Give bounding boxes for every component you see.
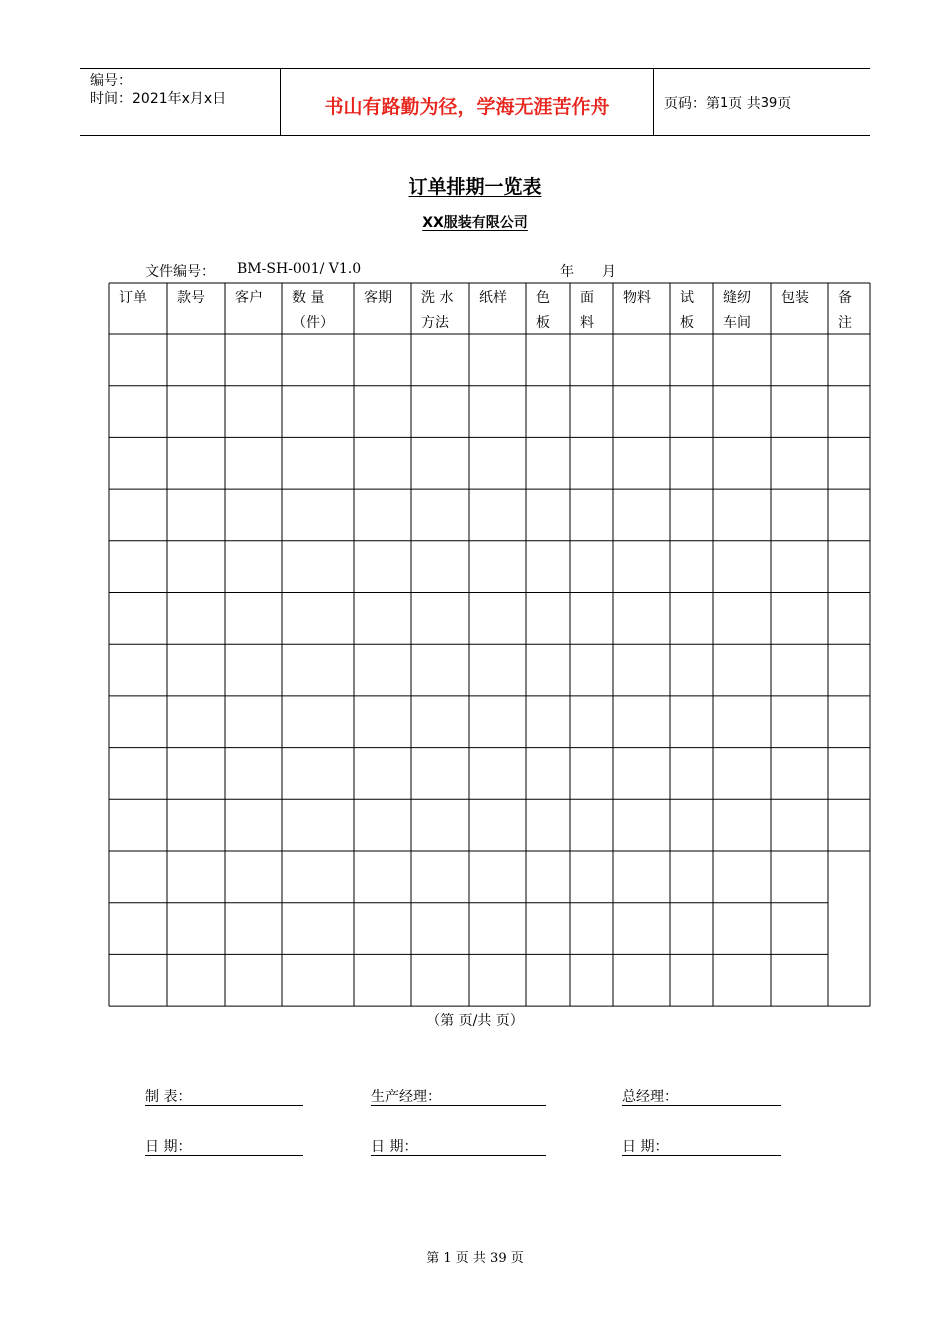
page-prefix: 页码：第 [664,96,720,112]
column-header-4: 数 量 [292,290,325,306]
file-number: BM-SH-001/ V1.0 [237,261,362,277]
month-label: 月 [602,264,616,280]
page-suffix: 页 [777,96,792,112]
column-header-11-line2: 板 [680,315,694,331]
column-header-9-line2: 料 [580,315,594,331]
column-header-12: 缝纫 [723,290,751,306]
sig-maker[interactable] [145,1086,303,1106]
column-header-11: 试 [680,290,694,306]
column-header-6: 洗 水 [421,290,454,306]
year-label: 年 [560,264,574,280]
sig-date-1-label: 日 期： [145,1139,192,1155]
column-header-1: 订单 [119,290,147,306]
column-header-14-line2: 注 [838,315,852,331]
sig-date-1[interactable] [145,1136,303,1156]
time-label: 时间：2021年x月x日 [90,91,227,107]
document-title-text: 订单排期一览表 [408,176,542,198]
page-mid: 页 共 [728,96,761,112]
sig-general-manager[interactable] [622,1086,781,1106]
column-header-2: 款号 [177,290,205,306]
page-total: 39 [760,95,778,111]
file-number-label: 文件编号： [145,264,215,280]
sig-production-manager[interactable] [371,1086,546,1106]
column-header-3: 客户 [235,290,263,306]
motto: 书山有路勤为径，学海无涯苦作舟 [281,69,654,135]
column-header-10: 物料 [623,290,651,306]
sig-date-2[interactable] [371,1136,546,1156]
column-header-8-line2: 板 [536,315,550,331]
sig-date-2-label: 日 期： [371,1139,418,1155]
page-footer: 第 1 页 共 39 页 [426,1251,524,1266]
column-header-5: 客期 [364,290,392,306]
column-header-6-line2: 方法 [421,315,449,331]
sig-date-3[interactable] [622,1136,781,1156]
sig-general-manager-label: 总经理： [622,1089,678,1105]
number-label: 编号： [90,73,132,89]
company-name-text: XX服装有限公司 [422,215,528,231]
column-header-7: 纸样 [479,290,507,306]
page-number: 1 [720,95,729,111]
column-header-8: 色 [536,290,550,306]
column-header-13: 包装 [781,290,809,306]
column-header-14: 备 [838,290,852,306]
column-header-4-line2: （件） [292,315,334,331]
column-header-12-line2: 车间 [723,315,751,331]
sig-production-manager-label: 生产经理： [371,1089,441,1105]
sig-date-3-label: 日 期： [622,1139,669,1155]
pager-text: （第 页/共 页） [426,1013,524,1029]
sig-maker-label: 制 表： [145,1089,192,1105]
column-header-9: 面 [580,290,594,306]
